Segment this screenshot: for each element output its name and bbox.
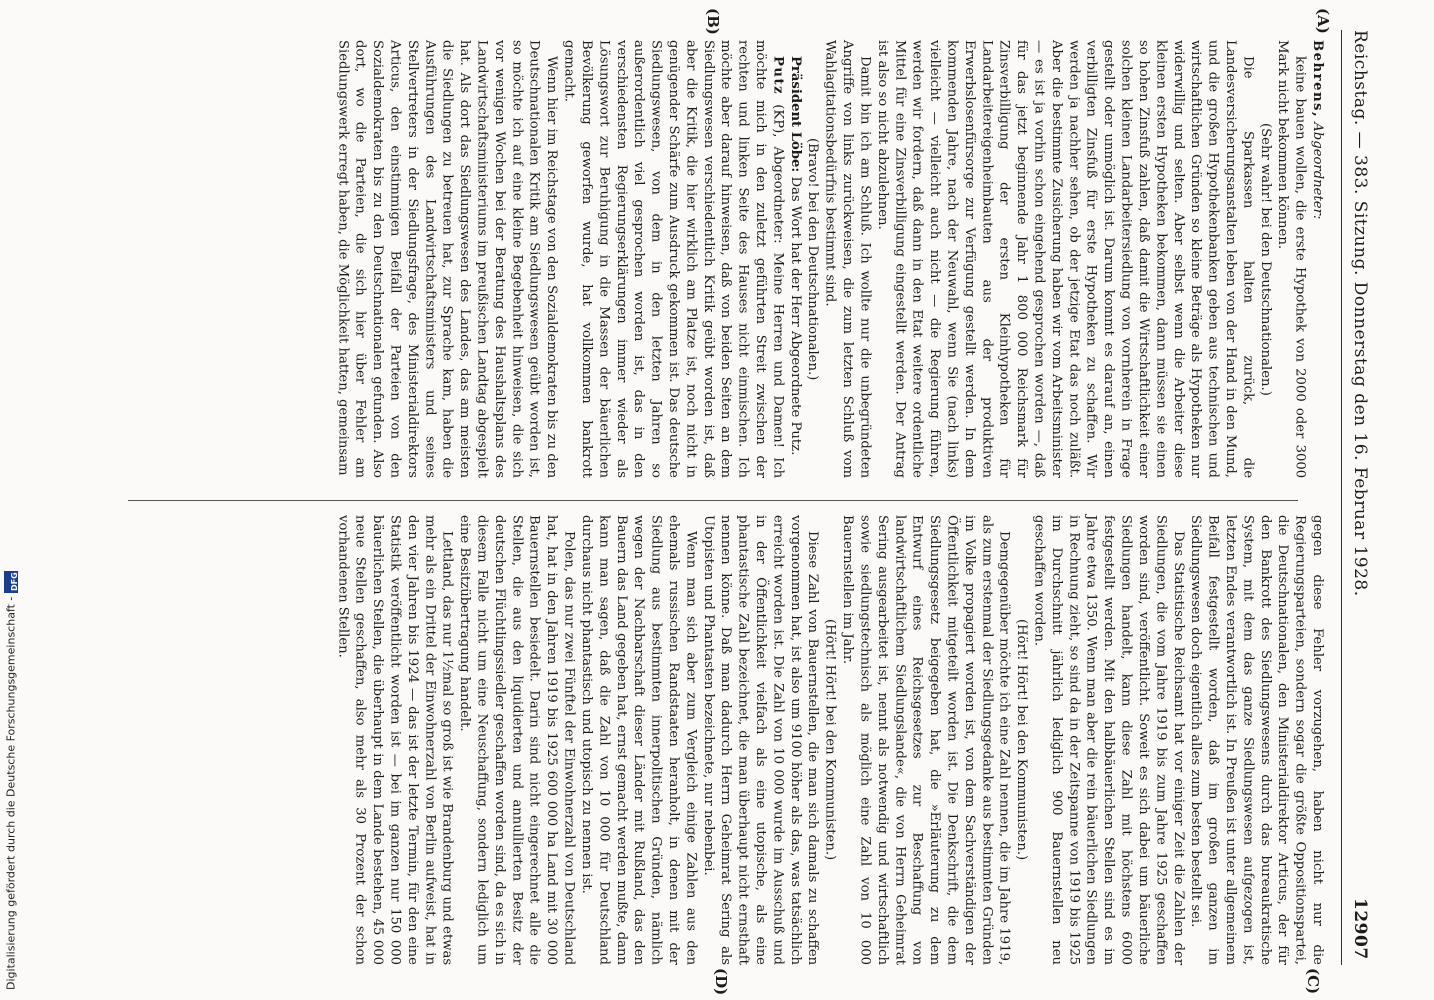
president-text: Das Wort hat der Herr Abgeordnete Putz. <box>787 176 803 456</box>
margin-marker-b: (B) <box>704 8 722 35</box>
speaker2-name: Putz <box>770 55 786 95</box>
running-header <box>1344 30 1370 960</box>
paragraph: Diese Zahl von Bauernstellen, die man sich damals zu schaffen vorgenommen hat, ist also um 9100 höher als das, was tatsächlich erreicht worden ist. Die Zahl von 10 000 wurde im Ausschuß und in der Öffentlichkeit vielfach als eine utopische, als eine phantastische Zahl bezeichnet, die man überhaupt nicht ernsthaft nennen könne. Daß man dadurch Herrn Geheimrat Sering als Utopisten und Phantasten bezeichnete, nur nebenbei. <box>700 515 821 965</box>
margin-marker-a: (A) <box>1314 8 1332 34</box>
interjection: (Sehr wahr! bei den Deutschnationalen.) <box>1257 122 1273 396</box>
speaker-role: Abgeordneter: <box>1310 122 1325 220</box>
dfg-logo-icon: DFG <box>4 571 18 593</box>
speaker2-role: (KP), Abgeordneter: <box>770 104 786 244</box>
interjection: (Hört! Hört! bei den Kommunisten.) <box>1014 619 1030 861</box>
column-right <box>335 515 1326 965</box>
column-divider <box>128 500 1298 501</box>
paragraph: Demgegenüber möchte ich eine Zahl nennen, die im Jahre 1919, als zum erstenmal der Siedlungsgedanke aus bestimmten Gründen im Volke propagiert worden ist, von dem Sachverständigen der Öffentlichkeit mitgeteilt worden ist. Die Denkschrift, die dem Siedlungsgesetz beigegeben hat, die »Erläuterung zu dem Entwurf eines Reichsgesetzes zur Beschaffung von landwirtschaftlichem Siedlungslande«, die von Herrn Geheimrat Sering ausgearbeitet ist, nennt als notwendig und wirtschaftlich sowie siedlungstechnisch als möglich eine Zahl von 10 000 Bauernstellen im Jahr. <box>840 515 1012 965</box>
paragraph: Das Statistische Reichsamt hat vor einiger Zeit die Zahlen der Siedlungen, die vom Jahre 1919 bis zum Jahre 1925 geschaffen worden sind, veröffentlicht. Soweit es sich dabei um bäuerliche Siedlungen handelt, kann diese Zahl mit höchstens 6000 festgestellt werden. Mit den halbbäuerlichen Stellen sind es im Jahre etwa 1350. Wenn man aber die rein bäuerlichen Siedlungen in Rechnung zieht, so sind da in der Zeitspanne von 1919 bis 1925 im Durchschnitt jährlich lediglich 900 Bauernstellen neu geschaffen worden. <box>1031 515 1186 965</box>
paragraph: keine bauen wollen, die erste Hypothek von 2000 oder 3000 Mark nicht bekommen können. <box>1275 40 1308 478</box>
speaker-name: Behrens, <box>1310 40 1325 119</box>
paragraph: Wenn hier im Reichstage von den Sozialdemokraten bis zu den Deutschnationalen Kritik am Siedlungswesen geübt worden ist, so möchte ich auf eine kleine Begebenheit hinweisen, die sich vor wenigen Wochen bei der Beratung des Haushaltsplans des Landwirtschaftsministeriums im preußischen Landtag abgespielt hat. Als dort das Siedlungswesen des Landes, das am meisten die Siedlungen zu betreuen hat, zur Sprache kam, haben die Ausführungen des Landwirtschaftsministers und seines Stellvertreters in der Siedlungsfrage, des Ministerialdirektors Articus, den einstimmigen Beifall der Parteien von den Sozialdemokraten bis zu den Deutschnationalen gefunden. Also dort, wo die Parteien, die sich hier über Fehler am Siedlungswerk erregt haben, die Möglichkeit hatten, gemeinsam <box>335 40 560 478</box>
credit-text: Digitalisierung gefördert durch die Deutsche Forschungsgemeinschaft - <box>4 596 18 990</box>
page-number: 12907 <box>1350 898 1370 960</box>
column-left <box>335 40 1326 478</box>
interjection: (Bravo! bei den Deutschnationalen.) <box>805 137 821 381</box>
paragraph: Polen, das nur zwei Fünftel der Einwohnerzahl von Deutschland hat, hat in den Jahren 1919 bis 1925 600 000 ha Land mit 30 000 Bauernstellen besiedelt. Darin sind nicht eingerechnet alle die Stellen, die aus den liquidierten und annullierten Besitz der deutschen Flüchtlingssiedler geschaffen worden sind, da es sich in diesem Falle nicht um eine Neuschaffung, sondern lediglich um eine Besitzübertragung handelt. <box>457 515 577 965</box>
header-title: Reichstag. — 383. Sitzung. Donnerstag den 16. Februar 1928. <box>1350 30 1370 597</box>
paragraph: Damit bin ich am Schluß. Ich wollte nur die unbegründeten Angriffe von links zurückweisen, die zum letzten Schluß vom Wahlagitationsbedürfnis bestimmt sind. <box>822 40 873 478</box>
paragraph: Wenn man sich aber zum Vergleich einige Zahlen aus den ehemals russischen Randstaaten heranholt, in denen mit der Siedlung aus bestimmten innerpolitischen Gründen, nämlich wegen der Nachbarschaft dieser Länder mit Rußland, das den Bauern das Land gegeben hat, ernst gemacht werden mußte, dann kann man sagen, daß die Zahl von 10 000 für Deutschland durchaus nicht phantastisch und utopisch zu nennen ist. <box>578 515 699 965</box>
paragraph: Lettland, das nur 1½mal so groß ist wie Brandenburg und etwas mehr als ein Drittel der Einwohnerzahl von Berlin aufweist, hat in den vier Jahren bis 1924 — das ist der letzte Termin, für den eine Statistik veröffentlicht worden ist — bei im ganzen nur 150 000 bäuerlichen Stellen, die überhaupt in dem Lande bestehen, 45 000 neue Stellen geschaffen, also mehr als 30 Prozent der schon vorhandenen Stellen. <box>335 515 455 965</box>
digitization-credit <box>2 560 20 990</box>
interjection: (Hört! Hört! bei den Kommunisten.) <box>822 619 838 861</box>
paragraph: gegen diese Fehler vorzugehen, haben nicht nur die Regierungsparteien, sondern sogar die größte Oppositionspartei, die Deutschnationalen, den Ministerialdirektor Articus, der für den Bankrott des Siedlungswesens durch das bureaukratische System, mit dem das ganze Siedlungswesen aufgezogen ist, letzten Endes verantwortlich ist. In Preußen ist unter allgemeinem Beifall festgestellt worden, daß im großen ganzen im Siedlungswesen doch eigentlich alles zum besten bestellt sei. <box>1188 515 1325 965</box>
margin-marker-c: (C) <box>1304 968 1322 995</box>
header-rule <box>1341 30 1342 965</box>
paragraph: Die Sparkassen halten zurück, die Landesversicherungsanstalten leben von der Hand in den Mund, und die großen Hypothekenbanken geben aus technischen und wirtschaftlichen Gründen so kleine Beträge als Hypotheken nur widerwillig und selten. Aber selbst wenn die Arbeiter diese kleinen ersten Hypotheken bekommen, dann müssen sie einen so hohen Zinsfuß zahlen, daß damit die Wirtschaftlichkeit einer solchen kleinen Landarbeitersiedlung von vornherein in Frage gestellt oder unmöglich ist. Darum kommt es darauf an, einen verbilligten Zinsfuß für erste Hypotheken zu schaffen. Wir werden ja nachher sehen, ob der jetzige Etat das noch zuläßt. Aber die bestimmte Zusicherung haben wir vom Arbeitsminister — es ist ja vorhin schon eingehend gesprochen worden —, daß für das jetzt beginnende Jahr 1 800 000 Reichsmark für Zinsverbilligung der ersten Kleinhypotheken für Landarbeitereigenheimbauten aus der produktiven Erwerbslosenfürsorge zur Verfügung gestellt werden. In dem kommenden Jahre, nach der Neuwahl, wenn Sie (nach links) vielleicht — vielleicht auch nicht — die Regierung führen, werden wir fordern, daß dann in den Etat weitere ordentliche Mittel für eine Zinsverbilligung eingestellt werden. Der Antrag ist also so nicht abzulehnen. <box>874 40 1256 478</box>
speaker2-text: Meine Herren und Damen! Ich möchte mich in den zuletzt geführten Streit zwischen der rechten und linken Seite des Hauses nicht einmischen. Ich möchte aber darauf hinweisen, daß von beiden Seiten an dem Siedlungswesen verschiedentlich Kritik geübt worden ist, daß aber die Kritik, die hier wirklich am Platze ist, noch nicht in genügender Schärfe zum Ausdruck gekommen ist. Das deutsche Siedlungswesen, von dem in den letzten Jahren so außerordentlich viel gesprochen worden ist, das in den verschiedensten Regierungserklärungen immer wieder als Lösungswort zur Beruhigung in die Massen der bäuerlichen Bevölkerung geworfen wurde, hat vollkommen bankrott gemacht. <box>561 40 786 478</box>
margin-marker-d: (D) <box>712 968 730 996</box>
president-title: Präsident Löbe: <box>787 55 803 173</box>
